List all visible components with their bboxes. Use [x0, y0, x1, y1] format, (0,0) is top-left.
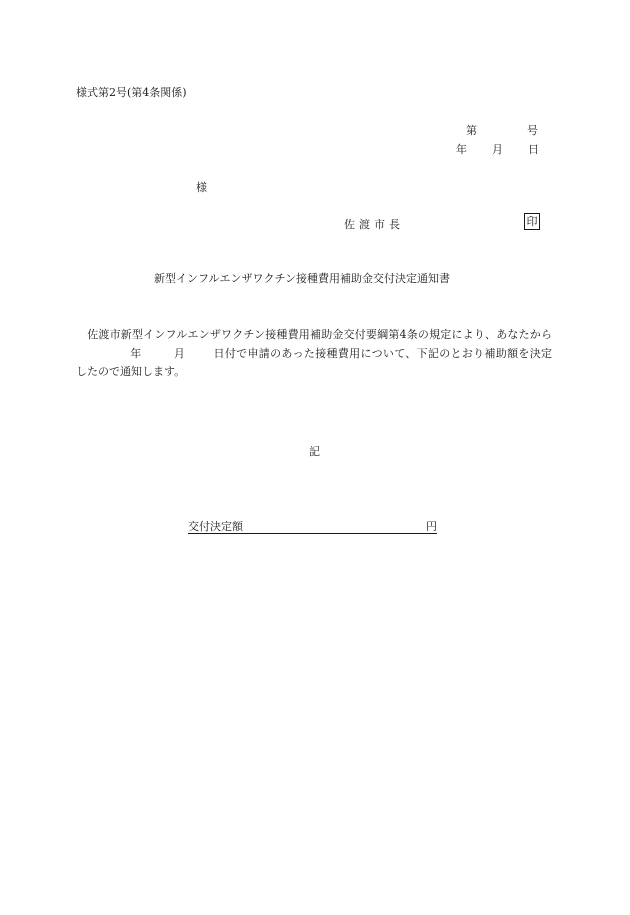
body-part1: 佐渡市新型インフルエンザワクチン接種費用補助金交付要綱第4条の規定により、あなたから: [87, 328, 552, 341]
body-year: 年: [130, 346, 142, 360]
date-day: 日: [528, 143, 539, 156]
amount-unit: 円: [426, 520, 437, 533]
body-part2: 日付で申請のあった接種費用について、下記のとおり補助額を決定したので通知します。: [76, 346, 553, 378]
sender-name: 佐渡市長: [344, 218, 404, 231]
date-year: 年: [456, 143, 467, 156]
date-month: 月: [492, 143, 503, 156]
body-paragraph: [76, 326, 552, 382]
body-month: 月: [173, 346, 186, 360]
amount-row: [188, 518, 437, 534]
amount-label: 交付決定額: [188, 520, 243, 533]
ki-heading: 記: [309, 445, 320, 458]
form-number: 様式第2号(第4条関係): [76, 86, 187, 99]
doc-number-dai: 第: [466, 124, 477, 137]
doc-number-go: 号: [527, 124, 538, 137]
seal-icon: 印: [524, 213, 540, 230]
recipient-suffix: 様: [196, 181, 207, 194]
document-title: 新型インフルエンザワクチン接種費用補助金交付決定通知書: [154, 272, 451, 285]
